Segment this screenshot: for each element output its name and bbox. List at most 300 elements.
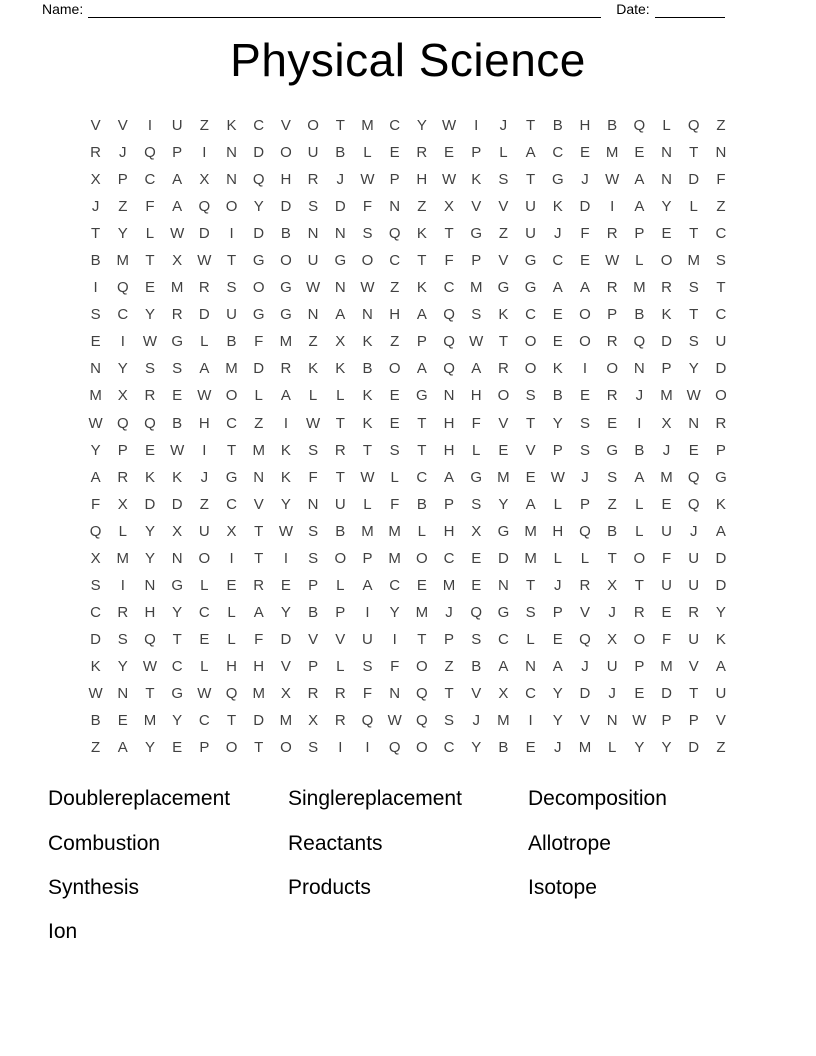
grid-letter: F: [254, 630, 264, 648]
grid-letter: Q: [416, 712, 428, 730]
grid-letter: Q: [225, 685, 238, 702]
grid-letter: B: [308, 603, 319, 621]
grid-letter: B: [634, 441, 645, 459]
grid-letter: R: [171, 306, 183, 324]
grid-letter: T: [417, 414, 427, 432]
grid-letter: Y: [416, 117, 427, 135]
grid-letter: N: [661, 144, 672, 162]
grid-letter: R: [307, 685, 319, 702]
grid-letter: W: [469, 333, 484, 351]
grid-letter: S: [525, 387, 536, 405]
grid-letter: J: [200, 468, 209, 486]
grid-letter: G: [252, 252, 265, 270]
date-blank-line: [655, 2, 725, 18]
grid-letter: Z: [91, 739, 101, 757]
grid-letter: A: [90, 468, 101, 486]
grid-letter: T: [226, 441, 237, 459]
grid-letter: V: [498, 198, 509, 216]
grid-letter: V: [498, 414, 509, 432]
grid-letter: L: [227, 630, 236, 648]
grid-letter: Q: [633, 117, 646, 135]
grid-letter: P: [715, 441, 726, 459]
grid-letter: L: [200, 657, 209, 675]
grid-letter: E: [172, 739, 183, 757]
grid-letter: C: [117, 306, 129, 324]
grid-letter: E: [389, 414, 400, 432]
grid-letter: N: [389, 198, 401, 216]
grid-letter: H: [226, 657, 237, 675]
grid-letter: X: [172, 522, 183, 540]
grid-letter: K: [416, 225, 427, 243]
grid-letter: G: [497, 603, 510, 621]
grid-letter: E: [579, 387, 590, 405]
grid-letter: I: [637, 414, 642, 432]
grid-letter: N: [226, 144, 237, 162]
grid-letter: U: [688, 576, 700, 594]
grid-letter: O: [633, 630, 646, 648]
grid-letter: U: [198, 522, 210, 540]
grid-letter: S: [444, 712, 455, 730]
grid-letter: L: [254, 387, 263, 405]
grid-letter: O: [361, 252, 374, 270]
grid-letter: O: [280, 144, 292, 162]
grid-letter: X: [661, 414, 672, 432]
grid-letter: T: [689, 225, 699, 243]
grid-letter: E: [552, 306, 563, 324]
grid-letter: D: [90, 630, 102, 648]
grid-letter: A: [552, 279, 563, 297]
word-list-item: Combustion: [48, 831, 161, 855]
grid-letter: X: [444, 198, 455, 216]
grid-letter: R: [334, 712, 346, 730]
grid-letter: Q: [388, 739, 401, 757]
grid-letter: D: [253, 712, 265, 730]
grid-letter: F: [390, 657, 400, 675]
grid-letter: I: [283, 414, 288, 432]
grid-letter: S: [362, 225, 373, 243]
grid-letter: P: [335, 603, 346, 621]
grid-letter: B: [362, 360, 373, 378]
grid-letter: S: [688, 279, 699, 297]
word-list-item: Doublereplacement: [48, 787, 231, 811]
grid-letter: F: [471, 414, 481, 432]
grid-letter: U: [307, 252, 319, 270]
grid-letter: S: [579, 414, 590, 432]
grid-letter: Y: [144, 549, 155, 567]
grid-letter: E: [389, 144, 400, 162]
grid-letter: W: [360, 468, 375, 486]
grid-letter: F: [362, 685, 373, 702]
grid-letter: T: [689, 306, 699, 324]
grid-letter: O: [225, 739, 238, 757]
grid-letter: P: [444, 630, 455, 648]
grid-letter: X: [280, 685, 291, 702]
grid-letter: W: [632, 712, 647, 730]
grid-letter: N: [117, 685, 129, 702]
grid-letter: O: [633, 549, 646, 567]
grid-letter: E: [226, 576, 237, 594]
grid-letter: U: [606, 657, 618, 675]
grid-letter: V: [471, 198, 482, 216]
grid-letter: Y: [552, 414, 563, 432]
grid-letter: D: [198, 225, 210, 243]
grid-letter: E: [444, 144, 455, 162]
grid-letter: S: [172, 360, 183, 378]
grid-letter: N: [443, 387, 455, 405]
grid-letter: R: [416, 144, 428, 162]
grid-letter: C: [389, 117, 401, 135]
grid-letter: I: [120, 333, 125, 351]
grid-letter: K: [226, 117, 237, 135]
grid-letter: W: [197, 252, 212, 270]
grid-letter: L: [336, 576, 345, 594]
word-list-item: Isotope: [528, 875, 597, 899]
grid-letter: T: [91, 225, 101, 243]
grid-letter: M: [660, 468, 673, 486]
grid-letter: B: [416, 495, 427, 513]
grid-letter: C: [198, 712, 210, 730]
grid-letter: Y: [117, 225, 128, 243]
grid-letter: N: [144, 576, 156, 594]
grid-letter: R: [253, 576, 265, 594]
grid-letter: T: [335, 117, 345, 135]
grid-letter: C: [198, 603, 210, 621]
grid-letter: G: [416, 387, 428, 405]
grid-letter: R: [579, 576, 591, 594]
grid-letter: J: [662, 441, 671, 459]
word-list: [48, 777, 768, 955]
grid-letter: C: [416, 468, 428, 486]
grid-letter: D: [253, 225, 265, 243]
grid-letter: M: [605, 144, 619, 162]
grid-letter: E: [634, 685, 645, 702]
grid-letter: O: [715, 387, 727, 405]
grid-letter: N: [226, 171, 237, 189]
grid-letter: A: [579, 279, 590, 297]
grid-letter: G: [606, 441, 618, 459]
grid-letter: B: [552, 117, 563, 135]
grid-letter: B: [607, 522, 618, 540]
grid-letter: H: [253, 657, 265, 675]
grid-letter: E: [389, 387, 400, 405]
grid-letter: I: [147, 117, 153, 135]
grid-letter: Z: [417, 198, 427, 216]
grid-letter: Z: [199, 495, 209, 513]
grid-letter: R: [688, 603, 700, 621]
grid-letter: A: [117, 739, 128, 757]
grid-letter: O: [280, 739, 292, 757]
grid-letter: D: [334, 198, 346, 216]
grid-letter: P: [308, 576, 319, 594]
grid-letter: L: [145, 225, 155, 243]
grid-letter: J: [554, 739, 562, 757]
grid-letter: L: [472, 441, 481, 459]
grid-letter: S: [525, 603, 536, 621]
grid-letter: C: [226, 495, 237, 513]
grid-letter: M: [660, 387, 673, 405]
grid-letter: T: [526, 171, 536, 189]
grid-letter: E: [661, 225, 672, 243]
grid-letter: T: [362, 441, 373, 459]
grid-letter: G: [280, 306, 292, 324]
grid-letter: V: [253, 495, 264, 513]
grid-letter: E: [579, 252, 590, 270]
grid-letter: A: [525, 144, 536, 162]
grid-letter: X: [471, 522, 482, 540]
grid-letter: E: [471, 549, 482, 567]
grid-letter: Y: [661, 198, 672, 216]
grid-letter: W: [142, 333, 158, 351]
grid-letter: F: [661, 549, 672, 567]
grid-letter: B: [226, 333, 237, 351]
grid-letter: Y: [117, 360, 128, 378]
grid-letter: P: [117, 171, 128, 189]
grid-letter: P: [607, 306, 618, 324]
grid-letter: K: [335, 360, 346, 378]
grid-letter: L: [553, 549, 562, 567]
grid-letter: T: [444, 225, 454, 243]
grid-letter: Y: [144, 522, 155, 540]
grid-letter: W: [170, 225, 185, 243]
grid-letter: D: [144, 495, 156, 513]
grid-letter: Q: [633, 333, 646, 351]
grid-letter: G: [171, 576, 183, 594]
grid-letter: Q: [361, 712, 374, 730]
grid-letter: O: [334, 549, 347, 567]
grid-letter: Z: [390, 333, 400, 351]
grid-letter: M: [279, 712, 293, 730]
grid-letter: S: [90, 576, 101, 594]
grid-letter: W: [197, 685, 212, 702]
grid-letter: H: [198, 414, 210, 432]
grid-letter: M: [225, 360, 238, 378]
grid-letter: Z: [716, 739, 726, 757]
grid-letter: Y: [661, 739, 672, 757]
grid-letter: E: [144, 441, 155, 459]
grid-letter: Z: [199, 117, 209, 135]
worksheet-header: [42, 1, 738, 18]
date-label: Date:: [616, 1, 650, 17]
grid-letter: J: [499, 117, 508, 135]
grid-letter: N: [525, 657, 537, 675]
grid-letter: E: [416, 576, 427, 594]
grid-letter: B: [280, 225, 291, 243]
grid-letter: D: [661, 333, 672, 351]
grid-letter: F: [716, 171, 726, 189]
grid-letter: N: [661, 171, 672, 189]
grid-letter: G: [334, 252, 347, 270]
grid-letter: J: [554, 576, 562, 594]
grid-letter: T: [526, 576, 536, 594]
grid-letter: K: [308, 360, 319, 378]
grid-letter: K: [552, 198, 563, 216]
grid-letter: V: [90, 117, 101, 135]
grid-letter: Y: [90, 441, 101, 459]
grid-letter: L: [200, 333, 209, 351]
grid-letter: E: [525, 468, 536, 486]
grid-letter: T: [689, 685, 699, 702]
grid-letter: I: [474, 117, 479, 135]
grid-letter: D: [688, 171, 700, 189]
grid-letter: Q: [388, 225, 401, 243]
grid-letter: G: [524, 252, 537, 270]
grid-letter: O: [280, 252, 292, 270]
grid-letter: B: [607, 117, 618, 135]
grid-letter: Y: [389, 603, 400, 621]
grid-letter: W: [306, 414, 321, 432]
grid-letter: L: [417, 522, 427, 540]
grid-letter: F: [254, 333, 264, 351]
grid-letter: O: [388, 360, 401, 378]
grid-letter: I: [93, 279, 98, 297]
grid-letter: P: [661, 712, 672, 730]
grid-letter: C: [497, 630, 509, 648]
grid-letter: M: [252, 441, 265, 459]
grid-letter: C: [552, 252, 564, 270]
grid-letter: B: [498, 739, 509, 757]
grid-letter: A: [634, 468, 645, 486]
grid-letter: S: [226, 279, 237, 297]
grid-letter: C: [171, 657, 183, 675]
grid-letter: U: [334, 495, 346, 513]
grid-letter: Z: [716, 198, 726, 216]
grid-letter: K: [280, 468, 291, 486]
grid-letter: K: [90, 657, 101, 675]
grid-letter: D: [171, 495, 183, 513]
grid-letter: E: [607, 414, 618, 432]
grid-letter: V: [308, 630, 319, 648]
grid-letter: K: [280, 441, 291, 459]
grid-letter: Q: [687, 117, 700, 135]
grid-letter: H: [470, 387, 482, 405]
grid-letter: Y: [498, 495, 509, 513]
word-list-item: Synthesis: [48, 875, 140, 899]
grid-letter: A: [172, 198, 183, 216]
grid-letter: U: [688, 630, 700, 648]
word-list-item: Singlereplacement: [288, 787, 462, 811]
grid-letter: A: [362, 576, 373, 594]
grid-letter: E: [117, 712, 128, 730]
grid-letter: A: [471, 360, 482, 378]
grid-letter: U: [715, 333, 727, 351]
grid-letter: Y: [715, 603, 726, 621]
grid-letter: E: [525, 739, 536, 757]
grid-letter: L: [553, 495, 562, 513]
grid-letter: S: [308, 739, 319, 757]
grid-letter: R: [606, 333, 618, 351]
grid-letter: D: [715, 360, 727, 378]
grid-letter: T: [716, 279, 726, 297]
grid-letter: L: [336, 387, 345, 405]
grid-letter: A: [634, 198, 645, 216]
grid-letter: G: [225, 468, 238, 486]
grid-letter: B: [90, 252, 101, 270]
grid-letter: W: [360, 171, 375, 189]
grid-letter: Q: [144, 630, 156, 648]
grid-letter: O: [497, 387, 510, 405]
grid-letter: T: [526, 117, 536, 135]
grid-letter: S: [308, 549, 319, 567]
grid-letter: A: [525, 495, 536, 513]
grid-letter: T: [254, 549, 264, 567]
word-list-item: Reactants: [288, 831, 383, 855]
grid-letter: C: [253, 117, 265, 135]
grid-letter: Z: [390, 279, 400, 297]
grid-letter: D: [661, 685, 672, 702]
grid-letter: I: [229, 549, 234, 567]
grid-letter: Q: [579, 522, 591, 540]
grid-letter: J: [635, 387, 644, 405]
grid-letter: R: [497, 360, 509, 378]
grid-letter: V: [579, 712, 590, 730]
grid-letter: M: [388, 522, 401, 540]
grid-letter: K: [471, 171, 482, 189]
grid-letter: C: [389, 252, 401, 270]
grid-letter: J: [581, 468, 589, 486]
grid-letter: T: [607, 549, 617, 567]
grid-letter: K: [715, 630, 726, 648]
grid-letter: F: [580, 225, 590, 243]
grid-letter: V: [471, 685, 482, 702]
grid-letter: L: [227, 603, 236, 621]
grid-letter: O: [307, 117, 319, 135]
grid-letter: T: [335, 468, 345, 486]
grid-letter: P: [688, 712, 699, 730]
grid-letter: L: [200, 576, 209, 594]
grid-letter: Y: [552, 685, 563, 702]
grid-letter: L: [118, 522, 127, 540]
grid-letter: X: [117, 387, 128, 405]
grid-letter: D: [253, 144, 265, 162]
grid-letter: K: [715, 495, 726, 513]
grid-letter: W: [605, 171, 620, 189]
grid-letter: V: [335, 630, 346, 648]
grid-letter: B: [634, 306, 645, 324]
grid-letter: T: [444, 685, 454, 702]
grid-letter: Y: [280, 603, 291, 621]
grid-letter: T: [145, 252, 155, 270]
grid-letter: U: [715, 685, 727, 702]
grid-letter: P: [308, 657, 319, 675]
grid-letter: I: [338, 739, 343, 757]
grid-letter: S: [471, 630, 482, 648]
grid-letter: A: [280, 387, 291, 405]
grid-letter: W: [142, 657, 158, 675]
grid-letter: A: [416, 306, 427, 324]
grid-letter: J: [472, 712, 480, 730]
grid-letter: P: [389, 171, 400, 189]
grid-letter: A: [715, 522, 726, 540]
word-list-item: Products: [288, 875, 371, 899]
grid-letter: R: [606, 279, 618, 297]
grid-letter: U: [661, 522, 672, 540]
grid-letter: V: [525, 441, 536, 459]
grid-letter: P: [199, 739, 210, 757]
grid-letter: E: [661, 495, 672, 513]
grid-letter: X: [498, 685, 509, 702]
grid-letter: L: [607, 739, 617, 757]
grid-letter: Q: [116, 414, 129, 432]
grid-letter: M: [252, 685, 265, 702]
grid-letter: O: [225, 198, 238, 216]
grid-letter: X: [607, 630, 618, 648]
grid-letter: T: [417, 630, 427, 648]
grid-letter: E: [688, 441, 699, 459]
grid-letter: O: [416, 739, 428, 757]
grid-letter: K: [172, 468, 183, 486]
grid-letter: C: [389, 576, 401, 594]
grid-letter: Q: [252, 171, 265, 189]
